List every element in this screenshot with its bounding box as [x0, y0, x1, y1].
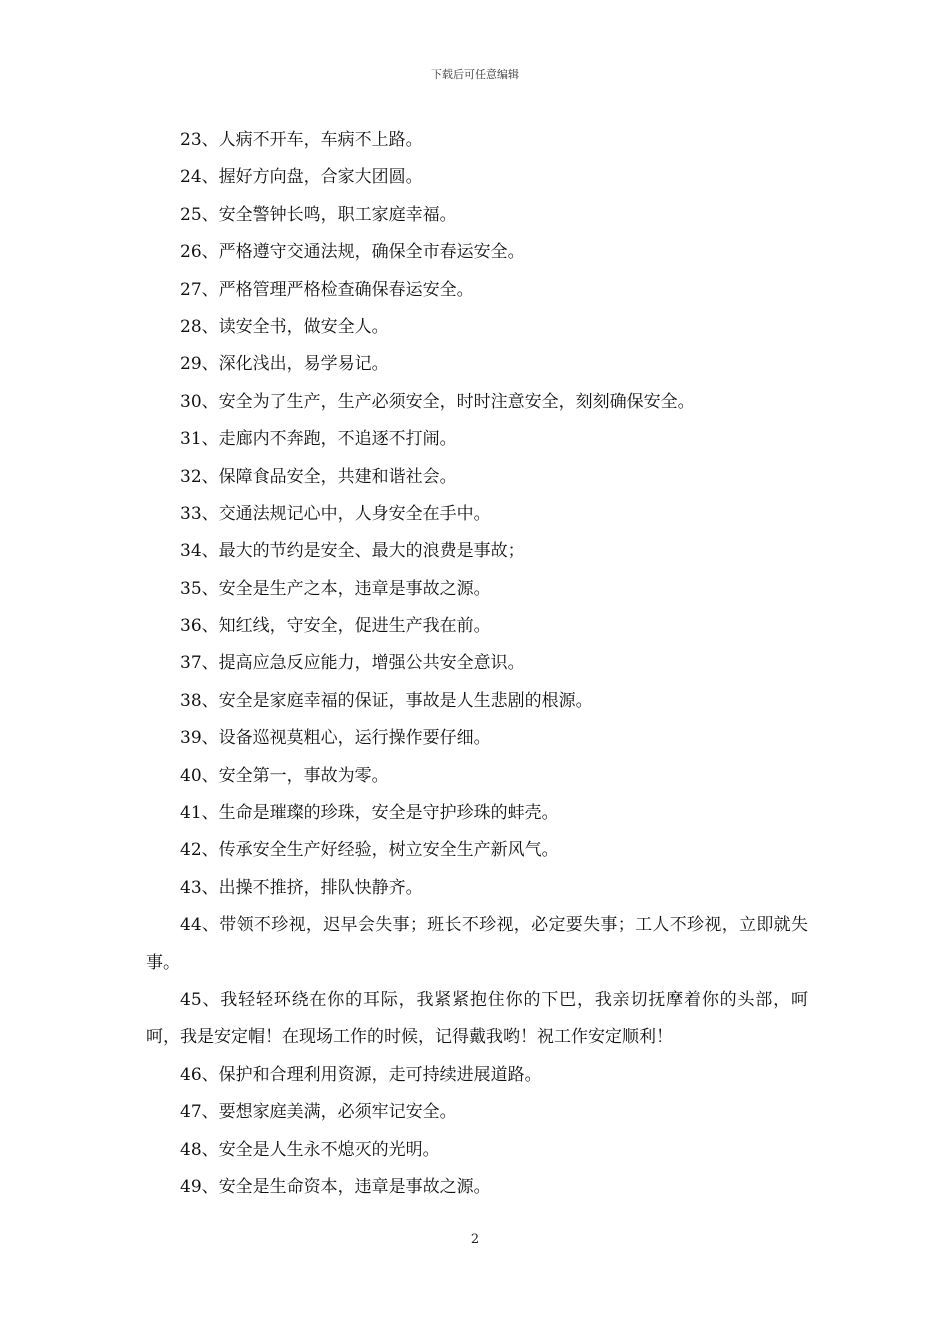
- page-number: 2: [470, 1232, 480, 1247]
- list-item: 47、要想家庭美满，必须牢记安全。: [180, 1102, 457, 1123]
- list-item: 43、出操不推挤，排队快静齐。: [180, 877, 423, 898]
- list-item: 33、交通法规记心中，人身安全在手中。: [180, 503, 491, 524]
- list-item: 36、知红线，守安全，促进生产我在前。: [180, 616, 491, 637]
- list-item: 30、安全为了生产，生产必须安全，时时注意安全，刻刻确保安全。: [180, 391, 695, 412]
- list-item: 37、提高应急反应能力，增强公共安全意识。: [180, 653, 525, 674]
- list-item: 46、保护和合理利用资源，走可持续进展道路。: [180, 1064, 542, 1085]
- list-item: 32、保障食品安全，共建和谐社会。: [180, 466, 457, 487]
- list-item: 39、设备巡视莫粗心，运行操作要仔细。: [180, 728, 491, 749]
- list-item: 31、走廊内不奔跑，不追逐不打闹。: [180, 429, 457, 450]
- list-item: 38、安全是家庭幸福的保证，事故是人生悲剧的根源。: [180, 690, 593, 711]
- list-item: 29、深化浅出，易学易记。: [180, 354, 389, 375]
- list-item: 25、安全警钟长鸣，职工家庭幸福。: [180, 204, 457, 225]
- document-body: [146, 122, 808, 1206]
- list-item: 28、读安全书，做安全人。: [180, 316, 389, 337]
- page-header: 下载后可任意编辑: [431, 68, 519, 81]
- list-item: 34、最大的节约是安全、最大的浪费是事故；: [180, 541, 525, 562]
- list-item: 41、生命是璀璨的珍珠，安全是守护珍珠的蚌壳。: [180, 803, 559, 824]
- list-item: 35、安全是生产之本，违章是事故之源。: [180, 578, 491, 599]
- list-item: 23、人病不开车，车病不上路。: [180, 130, 423, 150]
- list-item: 49、安全是生命资本，违章是事故之源。: [180, 1177, 491, 1197]
- list-item-paragraph: 45、我轻轻环绕在你的耳际，我紧紧抱住你的下巴，我亲切抚摩着你的头部，呵呵，我是安定帽！在现场工作的时候，记得戴我哟！祝工作安定顺利！: [146, 990, 808, 1048]
- list-item: 24、握好方向盘，合家大团圆。: [180, 167, 423, 188]
- list-item: 40、安全第一，事故为零。: [180, 765, 389, 786]
- list-item: 27、严格管理严格检查确保春运安全。: [180, 279, 474, 300]
- list-item: 42、传承安全生产好经验，树立安全生产新风气。: [180, 840, 559, 861]
- list-item-paragraph: 44、带领不珍视，迟早会失事；班长不珍视，必定要失事；工人不珍视，立即就失事。: [146, 915, 808, 973]
- list-item: 48、安全是人生永不熄灭的光明。: [180, 1139, 440, 1160]
- list-item: 26、严格遵守交通法规，确保全市春运安全。: [180, 242, 525, 263]
